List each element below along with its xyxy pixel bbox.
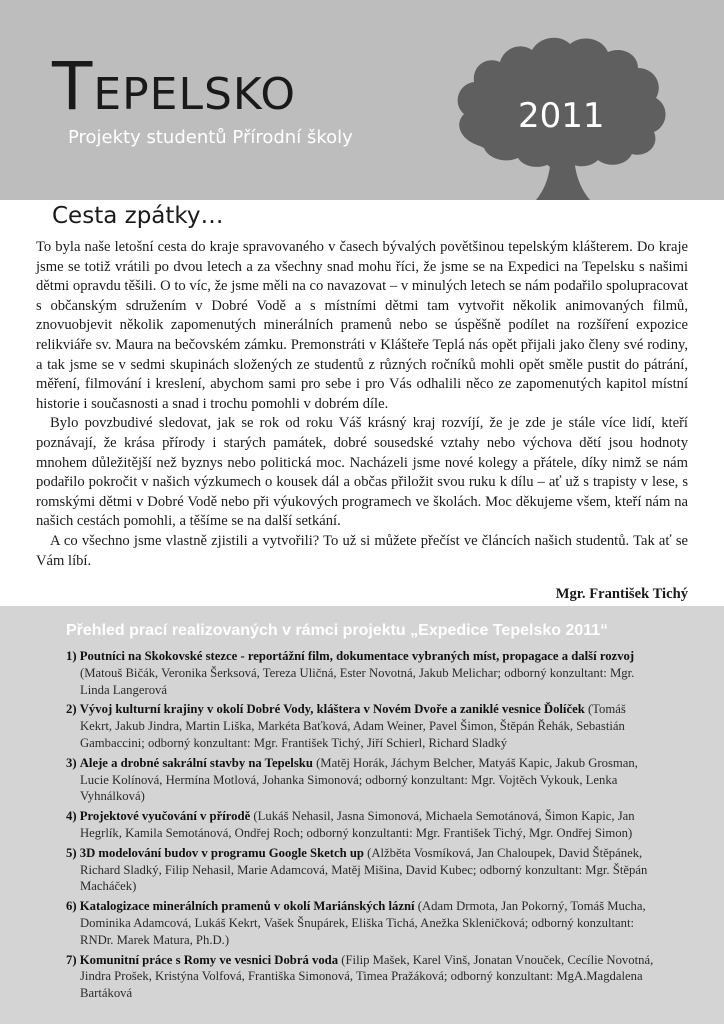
projects-heading: Přehled prací realizovaných v rámci projektu „Expedice Tepelsko 2011“	[66, 622, 609, 639]
item-number: 5)	[66, 845, 77, 860]
signature-name: Mgr. František Tichý	[555, 586, 688, 603]
projects-list	[66, 648, 658, 1005]
project-details: (Alžběta Vosmíková, Jan Chaloupek, David Štěpánek, Richard Sladký, Filip Nehasil, Marie Adamcová, Matěj Mišina, David Kubec; odborný konzultant: Mgr. Štěpán Macháček)	[80, 845, 648, 894]
item-number: 2)	[66, 702, 77, 717]
title-rest: EPELSKO	[93, 69, 296, 120]
project-title: Aleje a drobné sakrální stavby na Tepelsku	[79, 755, 313, 770]
item-number: 6)	[66, 899, 77, 914]
item-number: 4)	[66, 809, 77, 824]
intro-paragraph: Bylo povzbudivé sledovat, jak se rok od roku Váš krásný kraj rozvíjí, že je zde je stále více lidí, kteří poznávají, že krása přírody i starých památek, dobré sousedské vztahy nebo výchova dětí jsou hodnoty mnohem důležitější než byznys nebo politická moc. Nacházeli jsme nové kolegy a přátele, díky nimž se nám podařilo pokročit v našich výzkumech o kousek dál a občas přiložit svou ruku k dílu – ať už s trapisty v lese, s romskými dětmi v Dobré Vodě nebo při výukových programech ve školách. Moc děkujeme všem, kteří nám na našich cestách pomohli, a těšíme se na další setkání.	[36, 415, 688, 530]
title-initial: T	[52, 48, 94, 125]
project-details: (Adam Drmota, Jan Pokorný, Tomáš Mucha, Dominika Adamcová, Lukáš Kekrt, Vašek Šnupárek, Eliška Tichá, Anežka Skleničková; odborný konzultant: RNDr. Marek Matura, Ph.D.)	[80, 899, 646, 947]
project-title: Projektové vyučování v přírodě	[79, 809, 251, 824]
list-item	[66, 701, 658, 751]
intro-text	[36, 238, 688, 623]
list-item	[66, 845, 658, 895]
project-title: 3D modelování budov v programu Google Sketch up	[79, 845, 364, 860]
list-item	[66, 755, 658, 805]
project-title: Komunitní práce s Romy ve vesnici Dobrá voda	[79, 952, 339, 967]
project-details: (Matěj Horák, Jáchym Belcher, Matyáš Kapic, Jakub Grosman, Lucie Kolínová, Hermína Motlová, Johanka Simonová; odborný konzultant: Mgr. Vojtěch Vykouk, Lenka Vyhnálková)	[80, 755, 638, 804]
list-item	[66, 808, 658, 842]
list-item	[66, 648, 658, 698]
subtitle: Projekty studentů Přírodní školy	[68, 127, 353, 148]
project-details: (Matouš Bičák, Veronika Šerksová, Tereza Uličná, Ester Novotná, Jakub Melichar; odborný konzultant: Mgr. Linda Langerová	[80, 665, 635, 697]
item-number: 7)	[66, 952, 77, 967]
project-title: Katalogizace minerálních pramenů v okolí Mariánských lázní	[79, 899, 415, 914]
project-details: (Lukáš Nehasil, Jasna Simonová, Michaela Semotánová, Šimon Kapic, Jan Hegrlík, Kamila Semotánová, Ondřej Roch; odborný konzultanti: Mgr. František Tichý, Mgr. Ondřej Simon)	[80, 809, 635, 840]
project-details: (Tomáš Kekrt, Jakub Jindra, Martin Liška, Markéta Baťková, Adam Weiner, Pavel Šimon, Štěpán Řehák, Sebastián Gambaccini; odborný konzultant: Mgr. František Tichý, Jiří Schierl, Richard Sladký	[80, 702, 626, 750]
masthead	[0, 0, 724, 200]
item-number: 3)	[66, 755, 77, 770]
projects-section	[0, 606, 724, 1024]
intro-heading: Cesta zpátky…	[52, 203, 224, 229]
intro-paragraph: A co všechno jsme vlastně zjistili a vytvořili? To už si můžete přečíst ve článcích našich studentů. Tak ať se Vám líbí.	[36, 532, 688, 569]
intro-paragraph: To byla naše letošní cesta do kraje spravovaného v časech bývalých povětšinou tepelským klášterem. Do kraje jsme se totiž vrátili po dvou letech a za všechny snad mohu říci, že jsme se na Expedici na Tepelsku s našimi dětmi opravdu těšili. O to víc, že jsme měli na co navazovat – v minulých letech se nám podařilo spolupracovat s občanským sdružením v Dobré Vodě a s místními dětmi tam vytvořit několik animovaných filmů, znovuobjevit několik zapomenutých minerálních pramenů nebo se úspěšně podílet na rozšíření expozice relikviáře sv. Maura na bečovském zámku. Premonstráti v Klášteře Teplá nás opět přijali jako členy své rodiny, a tak jsme se v sedmi skupinách složených ze studentů z různých ročníků mohli opět směle pustit do pátrání, měření, filmování i kreslení, abychom sami pro sebe i pro Vás odhalili něco ze zapomenutých kapitol místní historie i současnosti a snad i trochu pomohli v dobrém díle.	[36, 239, 688, 412]
page-title	[52, 48, 296, 125]
project-title: Vývoj kulturní krajiny v okolí Dobré Vody, kláštera v Novém Dvoře a zaniklé vesnice Ďolíček	[79, 702, 585, 717]
project-details: (Filip Mašek, Karel Vinš, Jonatan Vnouček, Cecílie Novotná, Jindra Prošek, Kristýna Volfová, Františka Simonová, Timea Pražáková; odborný konzultant: MgA.Magdalena Bartáková	[80, 952, 654, 1001]
project-title: Poutníci na Skokovské stezce - reportážní film, dokumentace vybraných míst, propagace a další rozvoj	[79, 649, 635, 663]
year-label: 2011	[518, 96, 605, 136]
item-number: 1)	[66, 649, 77, 663]
list-item	[66, 952, 658, 1002]
list-item	[66, 898, 658, 948]
